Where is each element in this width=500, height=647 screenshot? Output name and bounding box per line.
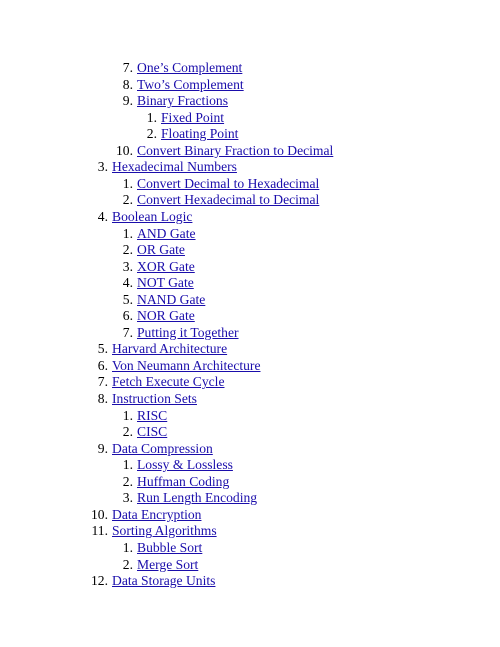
toc-item-number: 5. (122, 291, 133, 307)
toc-link[interactable]: NOR Gate (137, 308, 195, 324)
toc-item (0, 490, 500, 507)
toc-item-number: 2. (146, 126, 157, 142)
toc-link[interactable]: Instruction Sets (112, 391, 197, 406)
toc-item (0, 110, 500, 127)
toc-link[interactable]: Putting it Together (137, 324, 239, 340)
toc-item-number: 9. (97, 440, 108, 456)
toc-item (0, 60, 500, 77)
toc-link[interactable]: One’s Complement (137, 60, 243, 75)
toc-item-number: 10. (116, 142, 133, 158)
toc-link[interactable]: Lossy & Lossless (137, 457, 233, 473)
toc-item-number: 8. (122, 76, 133, 92)
toc-item-number: 3. (97, 159, 108, 175)
toc-item (0, 557, 500, 574)
toc-item (0, 408, 500, 425)
toc-item (0, 358, 500, 375)
toc-item (0, 474, 500, 491)
toc-item-number: 4. (122, 275, 133, 291)
toc-item-number: 7. (122, 324, 133, 340)
toc-item-number: 8. (97, 391, 108, 406)
toc-item (0, 441, 500, 458)
toc-item-number: 4. (97, 208, 108, 224)
toc-item (0, 192, 500, 209)
toc-item (0, 292, 500, 309)
toc-link[interactable]: NAND Gate (137, 291, 206, 307)
toc-item-number: 1. (122, 407, 133, 423)
toc-link[interactable]: Data Storage Units (112, 573, 216, 589)
toc-item-number: 6. (97, 357, 108, 373)
toc-link[interactable]: Huffman Coding (137, 473, 230, 489)
toc-link[interactable]: Binary Fractions (137, 93, 228, 109)
toc-link[interactable]: CISC (137, 424, 168, 440)
toc-link[interactable]: Hexadecimal Numbers (112, 159, 237, 175)
toc-item (0, 259, 500, 276)
toc-item-number: 2. (122, 556, 133, 572)
toc-link[interactable]: Boolean Logic (112, 208, 193, 224)
toc-link[interactable]: Fetch Execute Cycle (112, 374, 225, 390)
toc-item-number: 7. (122, 60, 133, 75)
toc-item-number: 2. (122, 424, 133, 440)
toc-link[interactable]: Harvard Architecture (112, 341, 228, 357)
toc-item-number: 7. (97, 374, 108, 390)
toc-link[interactable]: Convert Decimal to Hexadecimal (137, 175, 320, 191)
toc-link[interactable]: OR Gate (137, 242, 185, 258)
toc-item (0, 126, 500, 143)
toc-item-number: 2. (122, 242, 133, 258)
toc-item-number: 2. (122, 192, 133, 208)
toc-item-number: 3. (122, 258, 133, 274)
toc-link[interactable]: Bubble Sort (137, 539, 203, 555)
toc-link[interactable]: Convert Hexadecimal to Decimal (137, 192, 320, 208)
toc-item (0, 93, 500, 110)
toc-item-number: 3. (122, 490, 133, 506)
toc-item-number: 10. (91, 506, 108, 522)
toc-link[interactable]: AND Gate (137, 225, 196, 241)
toc-item (0, 209, 500, 226)
toc-item (0, 374, 500, 391)
toc-link[interactable]: Run Length Encoding (137, 490, 258, 506)
toc-link[interactable]: RISC (137, 407, 168, 423)
toc-item-number: 9. (122, 93, 133, 109)
toc-item (0, 457, 500, 474)
toc-item (0, 77, 500, 94)
toc-item-number: 1. (122, 175, 133, 191)
toc-link[interactable]: Fixed Point (161, 109, 225, 125)
toc-link[interactable]: NOT Gate (137, 275, 194, 291)
toc-item (0, 540, 500, 557)
toc-item (0, 325, 500, 342)
toc-item-number: 6. (122, 308, 133, 324)
toc-item-number: 1. (122, 457, 133, 473)
toc-link[interactable]: Convert Binary Fraction to Decimal (137, 142, 334, 158)
toc-item-number: 11. (91, 523, 108, 539)
toc-link[interactable]: XOR Gate (137, 258, 195, 274)
toc-item (0, 573, 500, 590)
toc-item (0, 341, 500, 358)
toc-link[interactable]: Sorting Algorithms (112, 523, 217, 539)
toc-item (0, 275, 500, 292)
toc-item (0, 159, 500, 176)
toc-item (0, 523, 500, 540)
toc-link[interactable]: Data Compression (112, 440, 213, 456)
toc-item-number: 1. (122, 539, 133, 555)
toc-link[interactable]: Two’s Complement (137, 76, 244, 92)
toc-item-number: 1. (122, 225, 133, 241)
toc-link[interactable]: Floating Point (161, 126, 239, 142)
toc-item-number: 12. (91, 573, 108, 589)
toc-item (0, 226, 500, 243)
toc-item (0, 391, 500, 408)
toc-item (0, 143, 500, 160)
toc-link[interactable]: Data Encryption (112, 506, 202, 522)
toc-item-number: 1. (146, 109, 157, 125)
toc-item (0, 242, 500, 259)
toc-link[interactable]: Von Neumann Architecture (112, 357, 261, 373)
toc-item (0, 308, 500, 325)
toc-link[interactable]: Merge Sort (137, 556, 199, 572)
toc-item-number: 2. (122, 473, 133, 489)
toc-item (0, 424, 500, 441)
toc-item (0, 176, 500, 193)
toc-item (0, 507, 500, 524)
toc-item-number: 5. (97, 341, 108, 357)
